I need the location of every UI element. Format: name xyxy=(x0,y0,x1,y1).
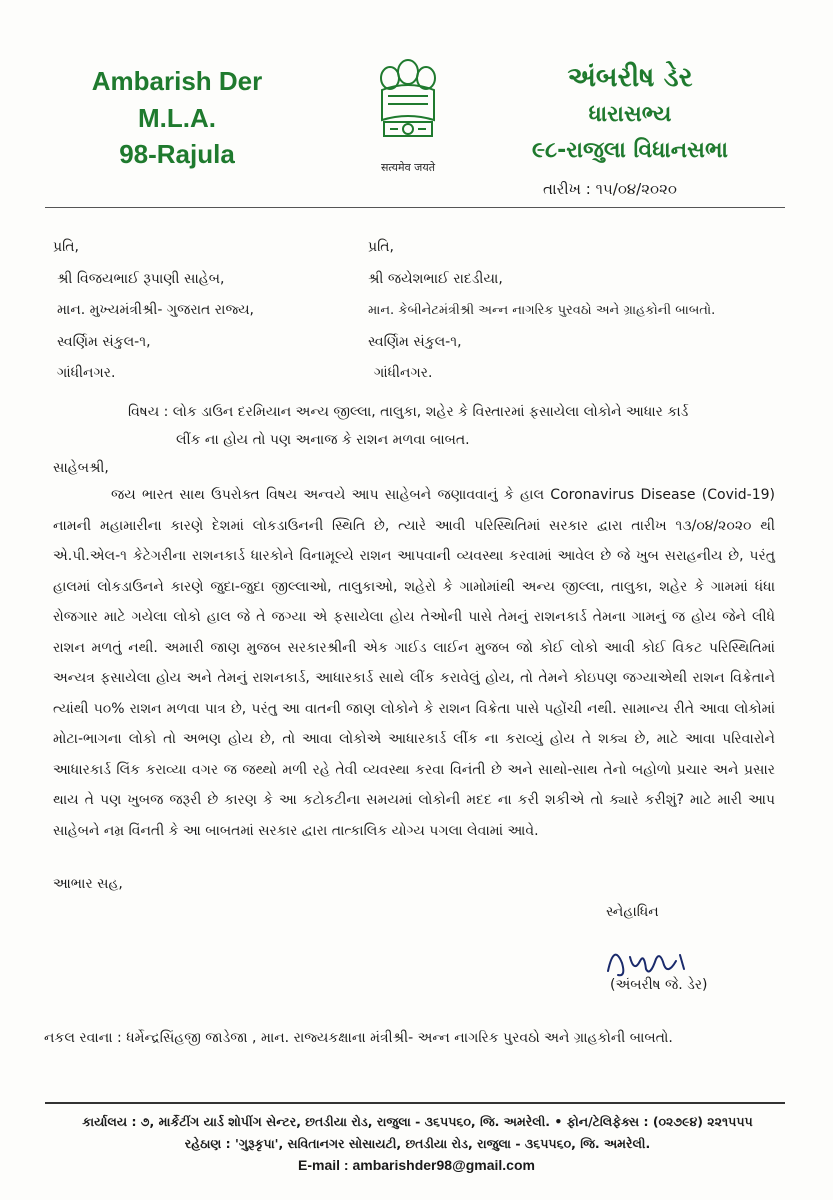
recipient-right-prefix: પ્રતિ, xyxy=(368,239,394,255)
header-right-constituency: ૯૮-રાજુલા વિધાનસભા xyxy=(532,138,728,163)
header-right-name: અંબરીષ ડેર xyxy=(567,62,693,93)
recipient-right-address1: સ્વર્ણિમ સંકુલ-૧, xyxy=(368,333,462,350)
footer-residence: રહેઠાણ : 'ગુરૂકૃપા', સવિતાનગર સોસાયટી, છતડીયા રોડ, રાજુલા - ૩૬૫૫૬૦, જિ. અમરેલી. xyxy=(184,1136,651,1151)
emblem-motto: सत्यमेव जयते xyxy=(380,161,435,174)
header-right-title: ધારાસભ્ય xyxy=(588,102,672,127)
footer-email: E-mail : ambarishder98@gmail.com xyxy=(298,1157,535,1173)
letter-body: જય ભારત સાથ ઉપરોક્ત વિષય અન્વયે આપ સાહેબને જણાવવાનું કે હાલ Coronavirus Disease (Covid-19) નામની મહામારીના કારણે દેશમાં લોકડાઉનની સ્થિતિ છે, ત્યારે આવી પરિસ્થિતિમાં સરકાર દ્વારા તારીખ ૧૩/૦૪/૨૦૨૦ થી એ.પી.એલ-૧ કેટેગરીના રાશનકાર્ડ ધારકોને વિનામૂલ્યે રાશન આપવાની વ્યવસ્થા કરવામાં આવેલ છે જે ખુબ સરાહનીય છે, પરંતુ હાલમાં લોકડાઉનને કારણે જુદા-જુદા જીલ્લાઓ, તાલુકાઓ, શહેરો કે ગામોમાંથી અન્ય જીલ્લા, તાલુકા, શહેર કે ગામમાં ધંધા રોજગાર માટે ગયેલા લોકો હાલ જે તે જગ્યા એ ફસાયેલા હોય તેઓની પાસે તેમનું રાશનકાર્ડ તેમના ગામનું જ હોય જેને લીધે રાશન મળતું નથી. અમારી જાણ મુજબ સરકારશ્રીની એક ગાઈડ લાઈન મુજબ જો કોઈ લોકો આવી કોઈ વિકટ પરિસ્થિતિમાં અન્યત્ર ફસાયેલા હોય અને તેમનું રાશનકાર્ડ, આધારકાર્ડ સાથે લીંક કરાવેલું હોય, તો તેમને કોઇપણ જગ્યાએથી રાશન વિક્રેતાને ત્યાંથી ૫૦% રાશન મળવા પાત્ર છે, પરંતુ આ વાતની જાણ લોકોને કે રાશન વિક્રેતા પાસે પહોંચી નથી. સામાન્ય રીતે આવા લોકોમાં મોટા-ભાગના લોકો તો અભણ હોય છે, તો આવા લોકોએ આધારકાર્ડ લીંક ના કરાવ્યું હોય તે શક્ય છે, માટે આવા પરિવારોને આધારકાર્ડ લિંક કરાવ્યા વગર જ જથ્થો મળી રહે તેવી વ્યવસ્થા કરવા વિનંતી છે અને સાથો-સાથ તેનો બહોળો પ્રચાર અને પ્રસાર થાય તે પણ ખુબજ જરૂરી છે કારણ કે આ કટોકટીના સમયમાં લોકોની મદદ ના કરી શકીએ તો ક્યારે કરીશું? માટે મારી આપ સાહેબને નમ્ર વિંનતી કે આ બાબતમાં સરકાર દ્વારા તાત્કાલિક યોગ્ય પગલા લેવામાં આવે. xyxy=(53,487,775,839)
recipient-right-name: શ્રી જયેશભાઈ રાદડીયા, xyxy=(368,270,503,287)
recipient-left xyxy=(53,232,254,390)
header-left-constituency: 98-Rajula xyxy=(119,139,235,169)
recipient-left-address2: ગાંધીનગર. xyxy=(57,365,116,381)
thanks-line: આભાર સહ, xyxy=(53,876,123,892)
subject xyxy=(128,398,778,454)
footer-divider xyxy=(45,1102,785,1104)
footer-office: કાર્યાલય : ૭, માર્કેટીંગ યાર્ડ શોપીંગ સેન્ટર, છતડીયા રોડ, રાજુલા - ૩૬૫૫૬૦, જિ. અમરેલી. • ફોન/ટેલિફેક્સ : (૦૨૭૯૪) ૨૨૧૫૫૫ xyxy=(82,1114,753,1129)
subject-line-1: વિષય : લોક ડાઉન દરમિયાન અન્ય જીલ્લા, તાલુકા, શહેર કે વિસ્તારમાં ફસાયેલા લોકોને આધાર કાર્ડ xyxy=(128,404,689,420)
letter-date: તારીખ : ૧૫/૦૪/૨૦૨૦ xyxy=(543,180,677,198)
signature-name: (અંબરીષ જે. ડેર) xyxy=(610,977,708,993)
recipient-right-designation: માન. કેબીનેટમંત્રીશ્રી અન્ન નાગરિક પુરવઠો અને ગ્રાહકોની બાબતો. xyxy=(368,303,716,318)
subject-line-2: લીંક ના હોય તો પણ અનાજ કે રાશન મળવા બાબત. xyxy=(176,432,470,448)
recipient-right xyxy=(368,232,808,390)
recipient-right-address2: ગાંધીનગર. xyxy=(374,365,433,381)
salutation: સાહેબશ્રી, xyxy=(53,460,109,476)
header-left-title: M.L.A. xyxy=(138,103,216,133)
recipient-left-designation: માન. મુખ્યમંત્રીશ્રી- ગુજરાત રાજ્ય, xyxy=(57,302,255,318)
copy-to-line: નકલ રવાના : ધર્મેન્દ્રસિંહજી જાડેજા , માન. રાજ્યકક્ષાના મંત્રીશ્રી- અન્ન નાગરિક પુરવઠો અને ગ્રાહકોની બાબતો. xyxy=(44,1030,673,1046)
recipient-left-prefix: પ્રતિ, xyxy=(53,239,79,255)
recipient-left-address1: સ્વર્ણિમ સંકુલ-૧, xyxy=(57,333,151,350)
recipient-left-name: શ્રી વિજયભાઈ રૂપાણી સાહેબ, xyxy=(57,270,225,287)
national-emblem-icon xyxy=(368,50,448,175)
header-divider xyxy=(45,207,785,208)
header-left-name: Ambarish Der xyxy=(91,66,263,96)
closing-line: સ્નેહાધિન xyxy=(606,904,659,920)
